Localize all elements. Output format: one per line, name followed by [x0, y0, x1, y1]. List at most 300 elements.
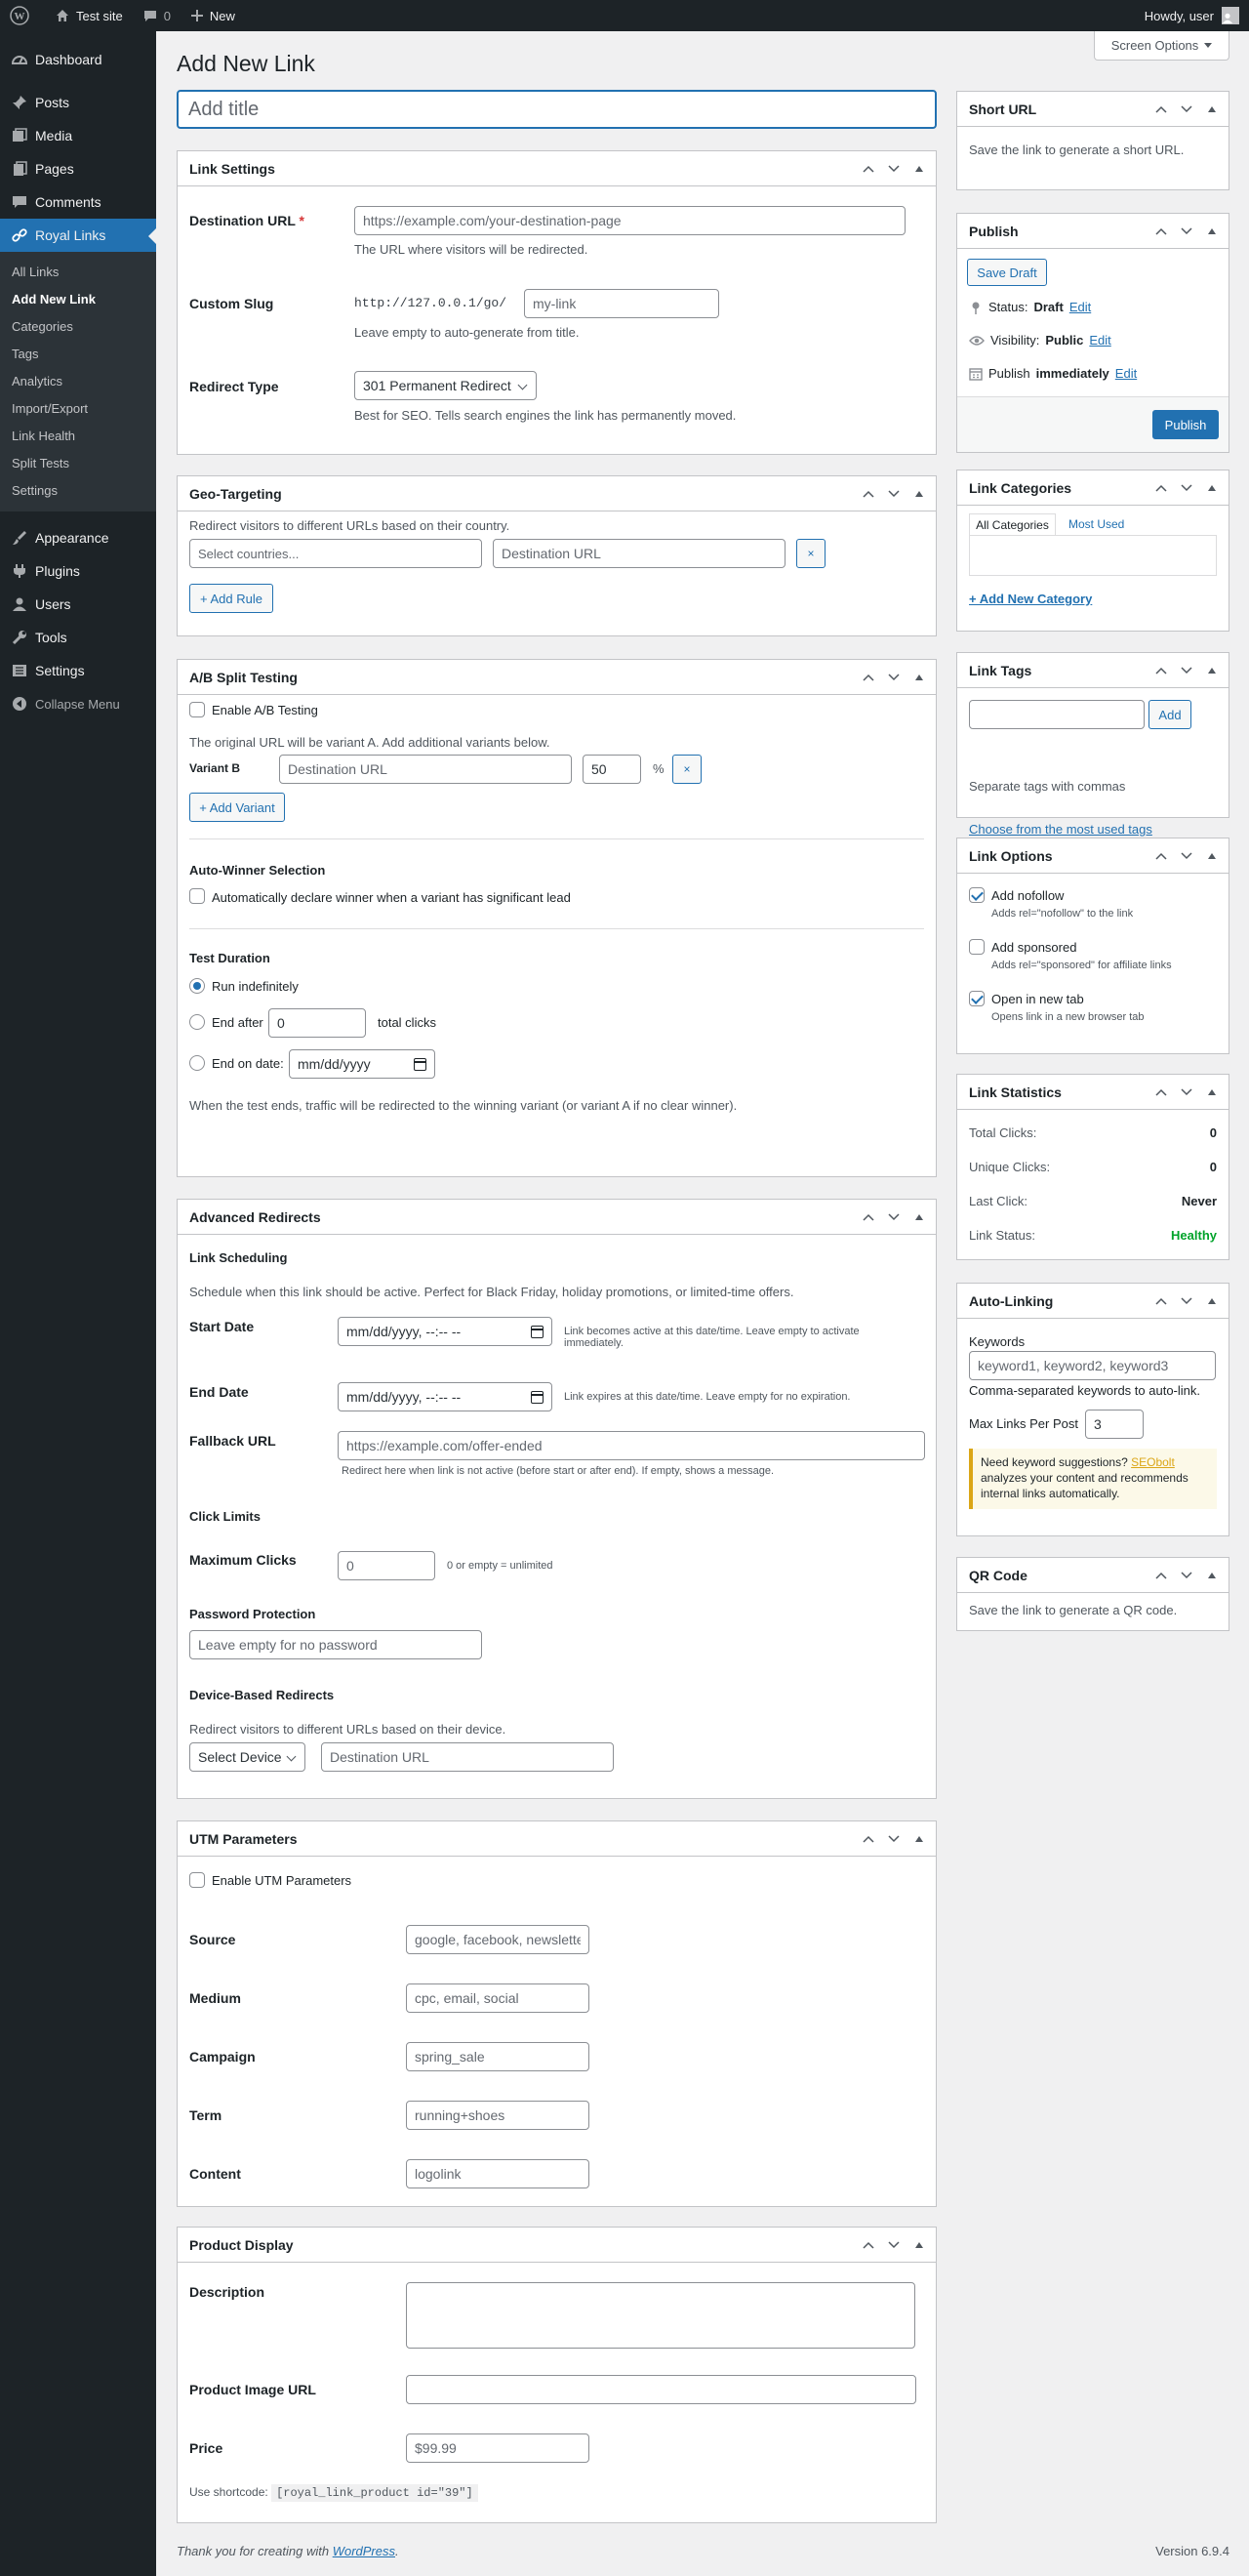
menu-pages[interactable]	[0, 152, 156, 185]
campaign-label: Campaign	[189, 2049, 256, 2065]
link-settings-box	[177, 150, 937, 455]
box-title: Advanced Redirects	[189, 1208, 321, 1225]
media-icon	[10, 126, 29, 145]
visibility-value: Public	[1045, 333, 1084, 348]
notice-text-2: analyzes your content and recommends internal links automatically.	[981, 1471, 1189, 1500]
new-tab-checkbox[interactable]	[969, 991, 985, 1006]
datetime-placeholder: mm/dd/yyyy, --:-- --	[346, 1389, 462, 1405]
box-title: Product Display	[189, 2236, 294, 2253]
product-display-box	[177, 2227, 937, 2523]
chevron-down-icon[interactable]	[1176, 99, 1197, 120]
chevron-up-icon[interactable]	[1150, 1565, 1172, 1586]
qr-code-box	[956, 1557, 1229, 1631]
footer-thanks	[177, 2544, 399, 2558]
toggle-triangle-icon[interactable]	[908, 1828, 930, 1850]
slug-input[interactable]	[524, 289, 719, 318]
chevron-down-icon[interactable]	[1176, 1082, 1197, 1103]
dest-url-desc: The URL where visitors will be redirected.	[354, 242, 588, 257]
new-content-link[interactable]	[181, 0, 245, 31]
redirect-type-label: Redirect Type	[189, 379, 279, 394]
footer-text: Thank you for creating with	[177, 2544, 330, 2558]
max-links-label: Max Links Per Post	[969, 1416, 1078, 1431]
tags-desc: Separate tags with commas	[969, 779, 1126, 794]
chevron-down-icon[interactable]	[1176, 221, 1197, 242]
divider	[189, 928, 924, 929]
submenu-import-export[interactable]: Import/Export	[12, 401, 89, 416]
device-select-value: Select Device	[198, 1749, 282, 1765]
box-title: UTM Parameters	[189, 1830, 298, 1847]
menu-users[interactable]	[0, 588, 156, 621]
chevron-down-icon[interactable]	[883, 1206, 905, 1228]
submenu-settings[interactable]: Settings	[12, 483, 58, 498]
enable-ab-checkbox[interactable]	[189, 702, 205, 717]
chevron-down-icon[interactable]	[883, 1828, 905, 1850]
redirect-type-select[interactable]	[354, 371, 537, 400]
wp-logo-icon[interactable]	[0, 0, 45, 31]
screen-options-button[interactable]	[1094, 31, 1229, 61]
start-date-input[interactable]	[338, 1317, 552, 1346]
end-after-clicks-input[interactable]	[268, 1008, 366, 1038]
stat-label: Last Click:	[969, 1194, 1027, 1208]
slug-desc: Leave empty to auto-generate from title.	[354, 325, 580, 340]
device-desc: Redirect visitors to different URLs based on their device.	[189, 1722, 506, 1737]
submenu-tags[interactable]: Tags	[12, 347, 39, 361]
tag-input[interactable]	[969, 700, 1145, 729]
box-header	[957, 1284, 1229, 1319]
menu-tools-label: Tools	[35, 630, 67, 645]
redirect-type-desc: Best for SEO. Tells search engines the link has permanently moved.	[354, 408, 737, 423]
box-title: QR Code	[969, 1567, 1027, 1583]
box-title: Short URL	[969, 101, 1037, 117]
toggle-triangle-icon[interactable]	[1201, 1290, 1223, 1312]
link-status-row	[969, 1228, 1217, 1247]
chevron-down-icon[interactable]	[1176, 845, 1197, 867]
nofollow-label: Add nofollow	[991, 888, 1065, 903]
box-header	[178, 660, 936, 695]
shortcode-code: [royal_link_product id="39"]	[271, 2484, 478, 2502]
publish-button[interactable]: Publish	[1152, 410, 1219, 439]
box-header	[957, 92, 1229, 127]
pin-icon	[10, 93, 29, 112]
variant-label: Variant B	[189, 761, 241, 775]
comment-count: 0	[163, 8, 171, 23]
qr-desc: Save the link to generate a QR code.	[969, 1603, 1178, 1617]
chevron-up-icon[interactable]	[1150, 660, 1172, 681]
link-icon	[10, 225, 29, 245]
image-url-input[interactable]	[406, 2375, 916, 2404]
brush-icon	[10, 528, 29, 548]
max-clicks-label: Maximum Clicks	[189, 1552, 297, 1568]
menu-royal-links[interactable]	[0, 219, 156, 252]
menu-plugins-label: Plugins	[35, 563, 80, 579]
auto-winner-title: Auto-Winner Selection	[189, 863, 326, 878]
comments-link[interactable]	[133, 0, 181, 31]
settings-icon	[10, 661, 29, 680]
run-indef-label: Run indefinitely	[212, 979, 299, 994]
link-status-value: Healthy	[1171, 1228, 1217, 1243]
royal-links-submenu	[0, 252, 156, 511]
remove-rule-button[interactable]: ×	[796, 539, 826, 568]
new-tab-desc: Opens link in a new browser tab	[991, 1011, 1145, 1023]
seobolt-link[interactable]: SEObolt	[1131, 1455, 1175, 1469]
sponsored-label: Add sponsored	[991, 940, 1077, 955]
term-input[interactable]	[406, 2101, 589, 2130]
status-row	[969, 300, 1091, 314]
dest-url-label: Destination URL *	[189, 213, 304, 228]
chevron-down-icon[interactable]	[883, 2234, 905, 2256]
advanced-redirects-box	[177, 1199, 937, 1799]
footer-dot: .	[395, 2544, 399, 2558]
admin-bar	[0, 0, 1249, 31]
toggle-triangle-icon[interactable]	[1201, 99, 1223, 120]
collapse-icon	[10, 694, 29, 714]
choose-tags-link[interactable]: Choose from the most used tags	[969, 822, 1152, 837]
enable-ab-label: Enable A/B Testing	[212, 703, 318, 717]
end-date-desc: Link expires at this date/time. Leave empty for no expiration.	[564, 1391, 851, 1403]
end-desc: When the test ends, traffic will be redirected to the winning variant (or variant A if no clear winner).	[189, 1098, 738, 1113]
geo-targeting-box	[177, 475, 937, 636]
slug-label: Custom Slug	[189, 296, 274, 311]
enable-utm-checkbox[interactable]	[189, 1872, 205, 1888]
toggle-triangle-icon[interactable]	[908, 158, 930, 180]
nofollow-desc: Adds rel="nofollow" to the link	[991, 908, 1134, 920]
start-date-label: Start Date	[189, 1319, 255, 1334]
box-title: A/B Split Testing	[189, 669, 298, 685]
keywords-label: Keywords	[969, 1334, 1026, 1349]
publish-box	[956, 213, 1229, 453]
calendar-icon	[414, 1058, 426, 1071]
avatar	[1222, 7, 1239, 24]
menu-comments-label: Comments	[35, 194, 101, 210]
toggle-triangle-icon[interactable]	[908, 483, 930, 505]
max-clicks-input[interactable]	[338, 1551, 435, 1580]
toggle-triangle-icon[interactable]	[908, 1206, 930, 1228]
ab-testing-box	[177, 659, 937, 1177]
sponsored-desc: Adds rel="sponsored" for affiliate links	[991, 960, 1172, 971]
comments-icon	[10, 192, 29, 212]
site-name-link[interactable]	[45, 0, 133, 31]
date-placeholder: mm/dd/yyyy	[298, 1056, 371, 1072]
enable-utm-label: Enable UTM Parameters	[212, 1873, 352, 1888]
slug-prefix: http://127.0.0.1/go/	[354, 296, 507, 310]
box-header	[957, 653, 1229, 688]
stat-label: Unique Clicks:	[969, 1160, 1051, 1174]
box-header	[178, 2228, 936, 2263]
menu-royal-label: Royal Links	[35, 227, 106, 243]
wordpress-link[interactable]: WordPress	[332, 2544, 395, 2558]
device-title: Device-Based Redirects	[189, 1688, 335, 1702]
submenu-categories[interactable]: Categories	[12, 319, 73, 334]
footer-version: Version 6.9.4	[1155, 2544, 1229, 2558]
chevron-up-icon[interactable]	[858, 2234, 879, 2256]
scheduling-desc: Schedule when this link should be active. Perfect for Black Friday, holiday promotions, or limited-time offers.	[189, 1285, 794, 1299]
chevron-up-icon[interactable]	[1150, 1290, 1172, 1312]
keywords-desc: Comma-separated keywords to auto-link.	[969, 1383, 1200, 1398]
duration-title: Test Duration	[189, 951, 270, 965]
end-date-label: End Date	[189, 1384, 249, 1400]
box-header	[957, 470, 1229, 506]
menu-appearance-label: Appearance	[35, 530, 109, 546]
chevron-down-icon[interactable]	[1176, 1290, 1197, 1312]
menu-tools[interactable]	[0, 621, 156, 654]
menu-plugins[interactable]	[0, 554, 156, 588]
box-title: Link Tags	[969, 662, 1032, 678]
price-input[interactable]	[406, 2433, 589, 2463]
menu-media-label: Media	[35, 128, 73, 143]
total-clicks-row	[969, 1125, 1217, 1145]
utm-parameters-box	[177, 1820, 937, 2207]
menu-users-label: Users	[35, 596, 71, 612]
box-title: Link Settings	[189, 160, 275, 177]
chevron-up-icon[interactable]	[858, 1206, 879, 1228]
box-header	[957, 214, 1229, 249]
stat-label: Link Status:	[969, 1228, 1035, 1243]
dest-url-input[interactable]	[354, 206, 906, 235]
box-header	[178, 151, 936, 186]
password-title: Password Protection	[189, 1607, 316, 1621]
wrench-icon	[10, 628, 29, 647]
site-name: Test site	[76, 8, 123, 23]
password-input[interactable]	[189, 1630, 482, 1659]
notice-text: Need keyword suggestions?	[981, 1455, 1128, 1469]
source-input[interactable]	[406, 1925, 589, 1954]
users-icon	[10, 594, 29, 614]
link-tags-box	[956, 652, 1229, 837]
add-tag-button[interactable]: Add	[1148, 700, 1191, 729]
title-input[interactable]	[177, 90, 937, 129]
variant-weight-input[interactable]	[583, 755, 641, 784]
seo-notice	[969, 1449, 1217, 1509]
short-url-desc: Save the link to generate a short URL.	[969, 143, 1185, 157]
menu-appearance[interactable]	[0, 521, 156, 554]
box-title: Link Statistics	[969, 1084, 1062, 1100]
chevron-down-icon[interactable]	[1176, 477, 1197, 499]
end-after-radio[interactable]	[189, 1014, 205, 1030]
box-header	[957, 1558, 1229, 1593]
keywords-input[interactable]	[969, 1351, 1216, 1380]
fallback-url-input[interactable]	[338, 1431, 925, 1460]
box-title: Link Categories	[969, 479, 1072, 496]
box-header	[178, 1200, 936, 1235]
shortcode-label: Use shortcode:	[189, 2485, 268, 2499]
dashboard-icon	[10, 50, 29, 69]
content-input[interactable]	[406, 2159, 589, 2188]
admin-menu	[0, 31, 156, 2576]
chevron-up-icon[interactable]	[1150, 845, 1172, 867]
menu-settings[interactable]	[0, 654, 156, 687]
visibility-label: Visibility:	[990, 333, 1040, 348]
toggle-triangle-icon[interactable]	[1201, 660, 1223, 681]
unique-clicks-row	[969, 1160, 1217, 1179]
end-on-date-label: End on date:	[212, 1056, 284, 1071]
caret-down-icon	[1204, 43, 1212, 52]
campaign-input[interactable]	[406, 2042, 589, 2071]
auto-winner-checkbox[interactable]	[189, 888, 205, 904]
visibility-row	[969, 333, 1111, 348]
home-icon	[55, 8, 70, 23]
description-label: Description	[189, 2284, 265, 2300]
chevron-down-icon[interactable]	[883, 667, 905, 688]
menu-posts[interactable]	[0, 86, 156, 119]
status-value: Draft	[1033, 300, 1064, 314]
calendar-icon	[531, 1391, 544, 1404]
link-statistics-box	[956, 1074, 1229, 1260]
chevron-down-icon[interactable]	[883, 483, 905, 505]
end-date-input[interactable]	[289, 1049, 435, 1079]
link-options-box	[956, 838, 1229, 1054]
chevron-up-icon[interactable]	[1150, 99, 1172, 120]
link-categories-box	[956, 470, 1229, 632]
description-textarea[interactable]	[406, 2282, 915, 2349]
divider	[189, 838, 924, 839]
datetime-placeholder: mm/dd/yyyy, --:-- --	[346, 1324, 462, 1339]
max-clicks-desc: 0 or empty = unlimited	[447, 1560, 553, 1572]
short-url-box	[956, 91, 1229, 190]
tab-most-used[interactable]: Most Used	[1068, 517, 1125, 531]
end-date-input[interactable]	[338, 1382, 552, 1411]
submenu-add-new-link[interactable]: Add New Link	[12, 292, 96, 307]
menu-comments[interactable]	[0, 185, 156, 219]
end-on-date-radio[interactable]	[189, 1055, 205, 1071]
start-date-desc: Link becomes active at this date/time. Leave empty to activate immediately.	[564, 1326, 860, 1349]
add-new-category-link[interactable]: + Add New Category	[969, 592, 1093, 606]
auto-winner-label: Automatically declare winner when a variant has significant lead	[212, 890, 571, 905]
fallback-url-label: Fallback URL	[189, 1433, 276, 1449]
collapse-menu-button[interactable]	[0, 687, 156, 720]
plugin-icon	[10, 561, 29, 581]
submenu-analytics[interactable]: Analytics	[12, 374, 63, 388]
publish-label: Publish	[988, 366, 1030, 381]
add-rule-button[interactable]: + Add Rule	[189, 584, 273, 613]
save-draft-button[interactable]: Save Draft	[967, 259, 1047, 286]
box-title: Publish	[969, 223, 1019, 239]
toggle-triangle-icon[interactable]	[1201, 477, 1223, 499]
chevron-up-icon[interactable]	[858, 158, 879, 180]
variant-url-input[interactable]	[279, 755, 572, 784]
chevron-up-icon[interactable]	[1150, 477, 1172, 499]
eye-icon	[969, 335, 985, 347]
click-limits-title: Click Limits	[189, 1509, 261, 1524]
percent-sign: %	[653, 761, 665, 776]
menu-dashboard-label: Dashboard	[35, 52, 102, 67]
geo-dest-input[interactable]	[493, 539, 786, 568]
menu-media[interactable]	[0, 119, 156, 152]
new-label: New	[209, 8, 235, 23]
categories-list[interactable]	[969, 535, 1217, 576]
chevron-up-icon[interactable]	[858, 1828, 879, 1850]
term-label: Term	[189, 2107, 222, 2123]
stat-value: 0	[1209, 1160, 1217, 1174]
publish-value: immediately	[1035, 366, 1109, 381]
menu-dashboard[interactable]	[0, 43, 156, 76]
box-header	[178, 476, 936, 511]
sponsored-checkbox[interactable]	[969, 939, 985, 955]
nofollow-checkbox[interactable]	[969, 887, 985, 903]
countries-select[interactable]	[189, 539, 482, 568]
chevron-down-icon[interactable]	[1176, 1565, 1197, 1586]
plus-icon	[190, 9, 204, 22]
chevron-down-icon[interactable]	[883, 158, 905, 180]
edit-status-link[interactable]: Edit	[1068, 300, 1092, 314]
toggle-triangle-icon[interactable]	[1201, 1565, 1223, 1586]
scheduling-title: Link Scheduling	[189, 1250, 288, 1265]
box-title: Geo-Targeting	[189, 485, 282, 502]
chevron-up-icon[interactable]	[1150, 221, 1172, 242]
price-label: Price	[189, 2440, 223, 2456]
calendar-icon	[531, 1326, 544, 1338]
box-header	[957, 1075, 1229, 1110]
fallback-url-desc: Redirect here when link is not active (before start or after end). If empty, shows a message.	[342, 1465, 775, 1477]
calendar-icon	[969, 367, 983, 381]
comment-icon	[142, 8, 158, 23]
last-click-row	[969, 1194, 1217, 1213]
max-links-input[interactable]	[1085, 1410, 1144, 1439]
box-header	[957, 838, 1229, 874]
medium-input[interactable]	[406, 1983, 589, 2013]
submenu-split-tests[interactable]: Split Tests	[12, 456, 70, 470]
chevron-up-icon[interactable]	[1150, 1082, 1172, 1103]
edit-publish-link[interactable]: Edit	[1114, 366, 1138, 381]
stat-value: Never	[1181, 1194, 1217, 1208]
end-after-label: End after	[212, 1015, 263, 1030]
box-title: Link Options	[969, 847, 1053, 864]
pages-icon	[10, 159, 29, 179]
redirect-type-value: 301 Permanent Redirect	[363, 378, 511, 393]
stat-value: 0	[1209, 1125, 1217, 1140]
menu-posts-label: Posts	[35, 95, 70, 110]
total-clicks-label: total clicks	[378, 1015, 436, 1030]
content-label: Content	[189, 2166, 241, 2182]
remove-variant-button[interactable]: ×	[672, 755, 702, 784]
box-header	[178, 1821, 936, 1857]
menu-settings-label: Settings	[35, 663, 85, 678]
toggle-triangle-icon[interactable]	[1201, 1082, 1223, 1103]
toggle-triangle-icon[interactable]	[1201, 221, 1223, 242]
device-dest-input[interactable]	[321, 1742, 614, 1772]
chevron-up-icon[interactable]	[858, 667, 879, 688]
source-label: Source	[189, 1932, 236, 1947]
toggle-triangle-icon[interactable]	[908, 2234, 930, 2256]
ab-desc: The original URL will be variant A. Add additional variants below.	[189, 735, 550, 750]
menu-pages-label: Pages	[35, 161, 74, 177]
chevron-down-icon[interactable]	[1176, 660, 1197, 681]
tab-all-categories[interactable]: All Categories	[969, 513, 1056, 535]
pin-icon	[969, 301, 983, 314]
toggle-triangle-icon[interactable]	[1201, 845, 1223, 867]
medium-label: Medium	[189, 1990, 241, 2006]
edit-visibility-link[interactable]: Edit	[1089, 333, 1111, 348]
geo-desc: Redirect visitors to different URLs based on their country.	[189, 518, 510, 533]
auto-linking-box	[956, 1283, 1229, 1536]
stat-label: Total Clicks:	[969, 1125, 1037, 1140]
my-account[interactable]	[1135, 0, 1249, 31]
box-title: Auto-Linking	[969, 1292, 1054, 1309]
device-select[interactable]	[189, 1742, 305, 1772]
add-variant-button[interactable]: + Add Variant	[189, 793, 285, 822]
status-label: Status:	[988, 300, 1028, 314]
svg-text:W: W	[14, 11, 25, 22]
howdy-text: Howdy, user	[1144, 8, 1214, 23]
collapse-menu-label: Collapse Menu	[35, 696, 120, 712]
screen-options-label: Screen Options	[1110, 38, 1199, 53]
shortcode-row	[189, 2485, 478, 2500]
toggle-triangle-icon[interactable]	[908, 667, 930, 688]
image-url-label: Product Image URL	[189, 2382, 316, 2397]
run-indef-radio[interactable]	[189, 978, 205, 994]
submenu-all-links[interactable]: All Links	[12, 265, 60, 279]
submenu-link-health[interactable]: Link Health	[12, 429, 76, 443]
chevron-up-icon[interactable]	[858, 483, 879, 505]
